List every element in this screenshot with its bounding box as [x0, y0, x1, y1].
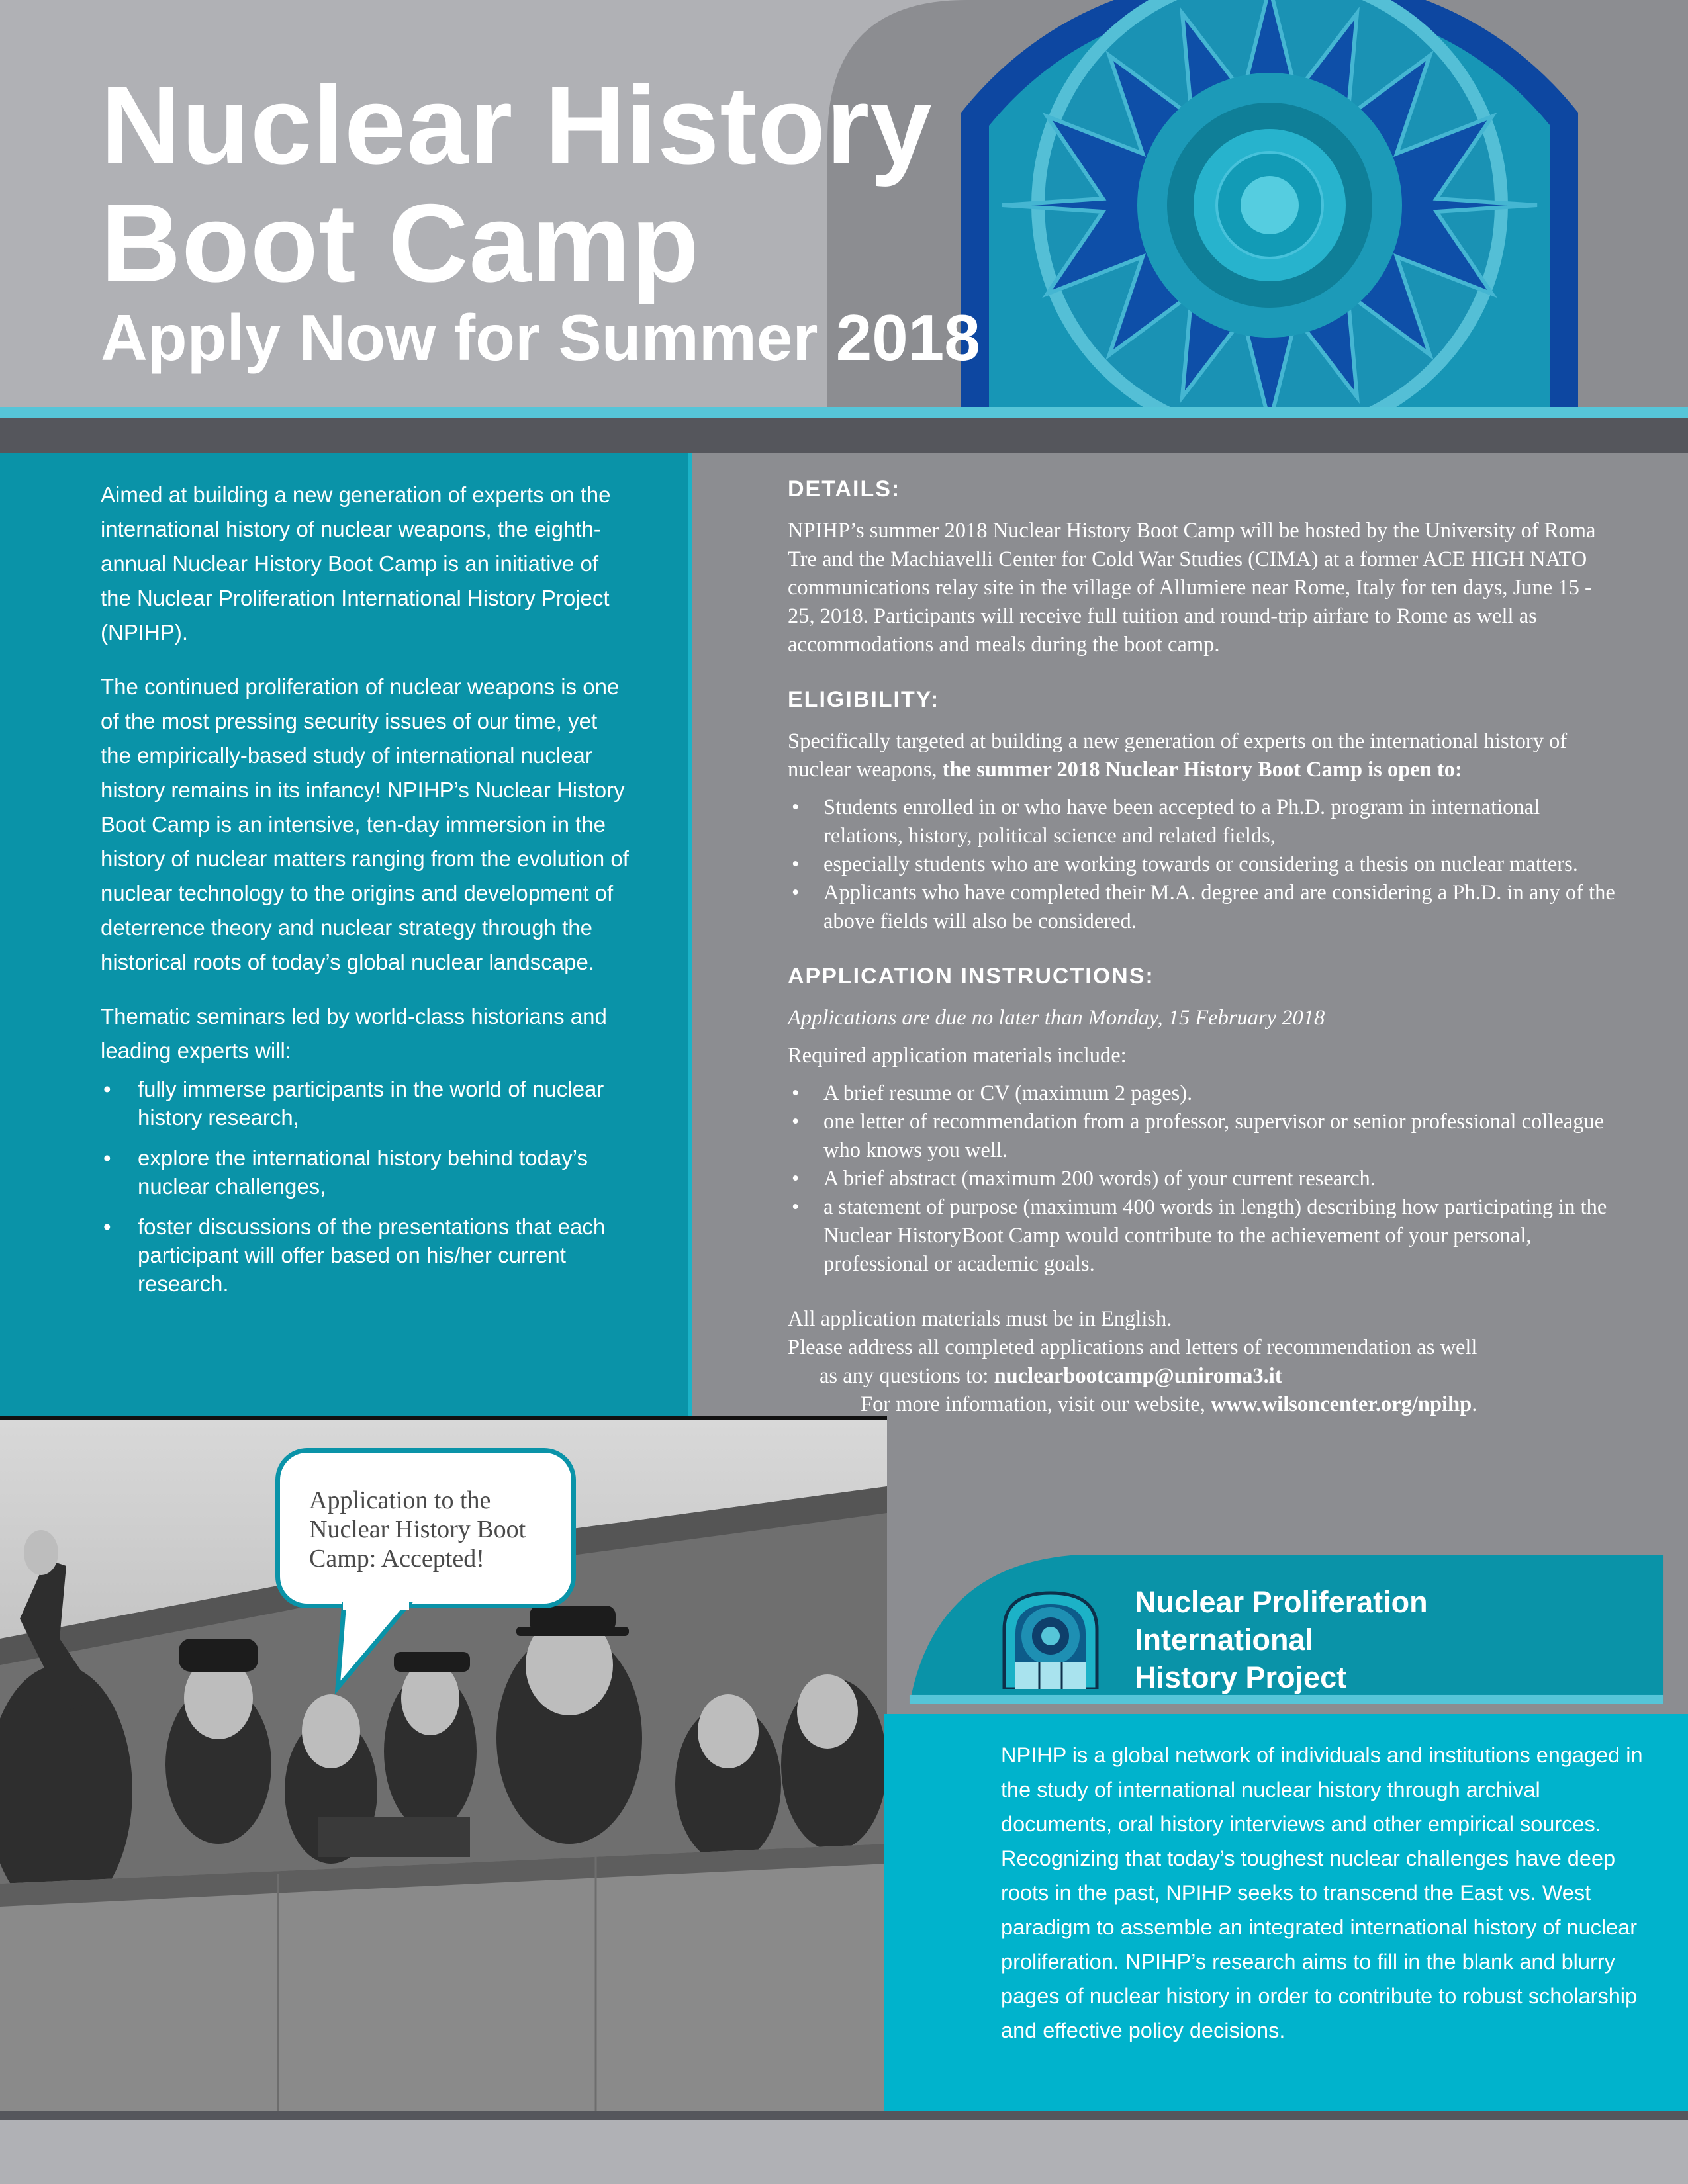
eligibility-intro-bold: the summer 2018 Nuclear History Boot Camp is open to: [942, 758, 1462, 782]
application-heading: APPLICATION INSTRUCTIONS: [788, 964, 1154, 989]
details-section [788, 475, 1622, 659]
footer-band-dark [0, 2111, 1688, 2120]
english-note: All application materials must be in English. [788, 1307, 1172, 1331]
info-column [788, 475, 1622, 1419]
npihp-description: NPIHP is a global network of individuals and institutions engaged in the study of international nuclear history through archival documents, oral history interviews and other empirical sources. Recognizing that today’s toughest nuclear challenges have deep roots in the past, NPIHP seeks to transcend the East vs. West paradigm to assemble an integrated international history of nuclear proliferation. NPIHP’s research aims to fill in the blank and blurry pages of nuclear history in order to contribute to robust scholarship and effective policy decisions. [1001, 1743, 1643, 2042]
contact-email-link[interactable]: nuclearbootcamp@uniroma3.it [994, 1364, 1282, 1388]
application-required: Required application materials include: [788, 1044, 1127, 1068]
list-item: • one letter of recommendation from a professor, supervisor or senior professional colleague who knows you well. [788, 1108, 1622, 1165]
intro-paragraph-1: Aimed at building a new generation of experts on the international history of nuclear weapons, the eighth-annual Nuclear History Boot Camp is an initiative of the Nuclear Proliferation International History Project (NPIHP). [101, 482, 611, 645]
page-subtitle: Apply Now for Summer 2018 [101, 301, 980, 374]
details-body: NPIHP’s summer 2018 Nuclear History Boot Camp will be hosted by the University of Roma Tre and the Machiavelli Center for Cold War Studies (CIMA) at a former ACE HIGH NATO communications relay site in the village of Allumiere near Rome, Italy for ten days, June 15 - 25, 2018. Participants will receive full tuition and round-trip airfare to Rome as well as accommodations and meals during the boot camp. [788, 519, 1596, 657]
intro-paragraph-3: Thematic seminars led by world-class historians and leading experts will: [101, 1004, 607, 1063]
list-item: • A brief resume or CV (maximum 2 pages). [788, 1079, 1622, 1108]
intro-paragraph-2: The continued proliferation of nuclear weapons is one of the most pressing security issues of our time, yet the empirically-based study of international nuclear history remains in its infancy! NPIHP’s Nuclear History Boot Camp is an intensive, ten-day immersion in the history of nuclear matters ranging from the evolution of nuclear technology to the origins and development of deterrence theory and nuclear strategy through the historical roots of today’s global nuclear landscape. [101, 674, 629, 974]
questions-line: as any questions to: nuclearbootcamp@uniroma3.it [820, 1364, 1282, 1388]
eligibility-intro: Specifically targeted at building a new generation of experts on the international history of nuclear weapons, the summer 2018 Nuclear History Boot Camp is open to: [788, 729, 1568, 782]
intro-text [101, 478, 630, 1310]
header-divider-light [0, 407, 1688, 418]
list-item: • Students enrolled in or who have been accepted to a Ph.D. program in international relations, history, political science and related fields, [788, 794, 1622, 850]
page-title [101, 63, 933, 305]
application-section [788, 962, 1622, 1419]
header-divider-dark [0, 418, 1688, 453]
eligibility-heading: ELIGIBILITY: [788, 687, 940, 712]
details-heading: DETAILS: [788, 477, 901, 502]
title-line-2: Boot Camp [101, 181, 700, 305]
list-item: • fully immerse participants in the world of nuclear history research, [101, 1075, 630, 1132]
header-banner [0, 0, 1688, 407]
address-note: Please address all completed applications and letters of recommendation as well [788, 1336, 1477, 1359]
list-item: • a statement of purpose (maximum 400 words in length) describing how participating in the Nuclear HistoryBoot Camp would contribute to the achievement of your personal, professional or academic goals. [788, 1193, 1622, 1279]
eligibility-list [788, 794, 1622, 936]
seminar-goals-list [101, 1075, 630, 1298]
application-deadline: Applications are due no later than Monday, 15 February 2018 [788, 1006, 1325, 1030]
application-materials-list [788, 1079, 1622, 1279]
speech-bubble-tail [331, 1602, 430, 1694]
list-item: • Applicants who have completed their M.A. degree and are considering a Ph.D. in any of the above fields will also be considered. [788, 879, 1622, 936]
title-line-1: Nuclear History [101, 63, 933, 187]
speech-bubble-text: Application to the Nuclear History Boot Camp: Accepted! [309, 1486, 526, 1572]
list-item: • A brief abstract (maximum 200 words) of your current research. [788, 1165, 1622, 1193]
npihp-name: Nuclear Proliferation International History Project [1135, 1585, 1428, 1694]
eligibility-section [788, 686, 1622, 936]
more-info-line: For more information, visit our website, www.wilsoncenter.org/npihp. [861, 1392, 1477, 1416]
list-item: • especially students who are working towards or considering a thesis on nuclear matters. [788, 850, 1622, 879]
footer-band [0, 2120, 1688, 2184]
list-item: • foster discussions of the presentations that each participant will offer based on his/her current research. [101, 1212, 630, 1298]
speech-bubble [275, 1448, 576, 1608]
website-link[interactable]: www.wilsoncenter.org/npihp [1210, 1392, 1472, 1416]
npihp-logo-icon [1001, 1590, 1100, 1689]
list-item: • explore the international history behind today’s nuclear challenges, [101, 1144, 630, 1201]
